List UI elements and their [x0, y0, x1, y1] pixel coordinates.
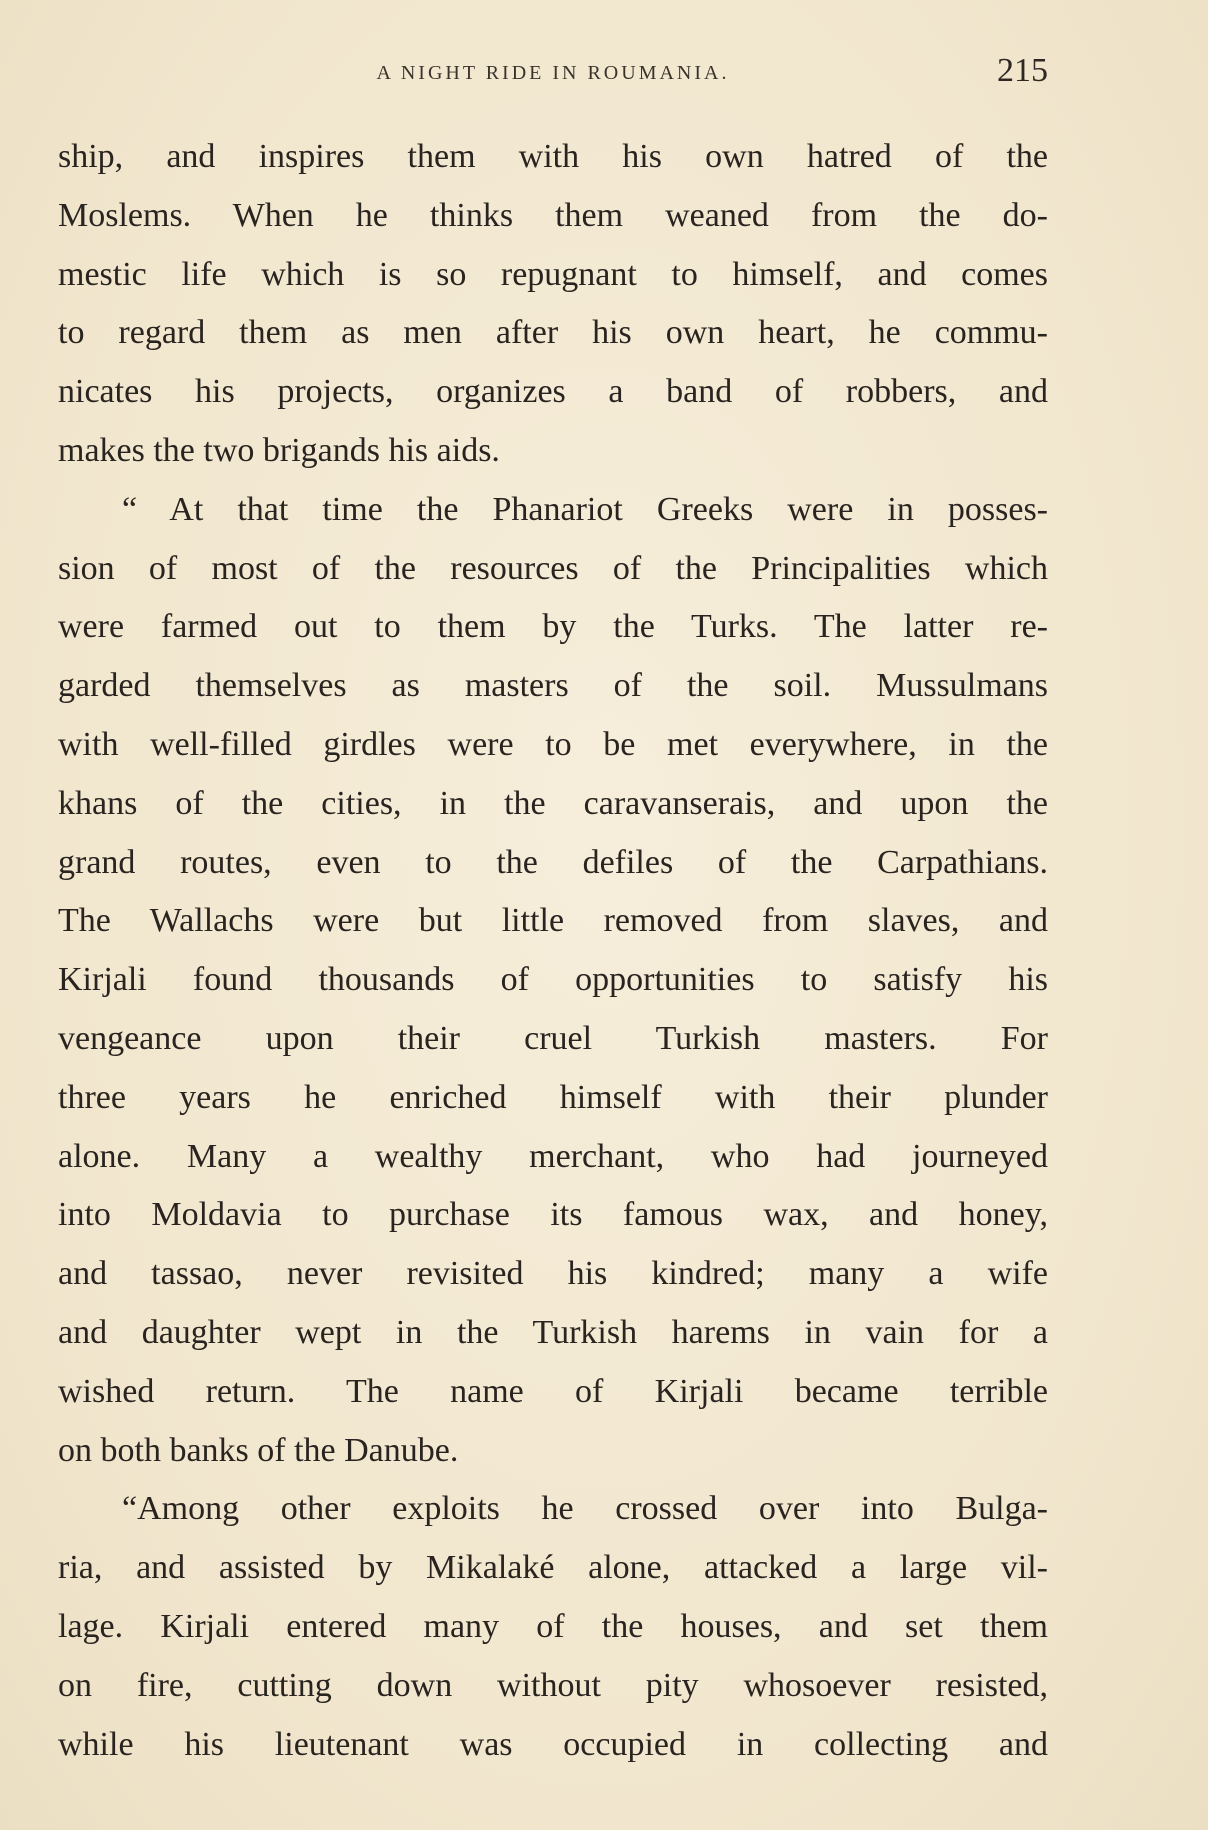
- page-number: 215: [997, 52, 1048, 89]
- text-line: ship, and inspires them with his own hatred of the: [58, 138, 1048, 175]
- text-line: “ At that time the Phanariot Greeks were in posses-: [122, 490, 1048, 528]
- text-line: lage. Kirjali entered many of the houses, and set them: [58, 1607, 1048, 1645]
- text-line: on fire, cutting down without pity whosoever resisted,: [58, 1666, 1048, 1704]
- text-line: mestic life which is so repugnant to himself, and comes: [58, 255, 1048, 293]
- text-line: and daughter wept in the Turkish harems in vain for a: [58, 1313, 1048, 1351]
- running-title: A NIGHT RIDE IN ROUMANIA.: [376, 62, 730, 84]
- text-line: khans of the cities, in the caravanserais, and upon the: [58, 784, 1048, 822]
- text-line: Kirjali found thousands of opportunities to satisfy his: [58, 961, 1048, 999]
- text-line: “Among other exploits he crossed over into Bulga-: [122, 1490, 1048, 1528]
- text-line: with well-filled girdles were to be met everywhere, in the: [58, 725, 1048, 763]
- text-line: into Moldavia to purchase its famous wax, and honey,: [58, 1196, 1048, 1234]
- text-line: garded themselves as masters of the soil. Mussulmans: [58, 667, 1048, 705]
- text-line: alone. Many a wealthy merchant, who had journeyed: [58, 1137, 1048, 1175]
- text-line: vengeance upon their cruel Turkish masters. For: [58, 1019, 1048, 1057]
- text-line: makes the two brigands his aids.: [58, 431, 500, 469]
- text-line: grand routes, even to the defiles of the Carpathians.: [58, 843, 1048, 881]
- body-text: [58, 128, 1048, 1774]
- text-line: to regard them as men after his own heart, he commu-: [58, 314, 1048, 352]
- text-line: ria, and assisted by Mikalaké alone, attacked a large vil-: [58, 1549, 1048, 1587]
- text-line: while his lieutenant was occupied in collecting and: [58, 1725, 1048, 1763]
- text-line: on both banks of the Danube.: [58, 1431, 459, 1469]
- text-line: Moslems. When he thinks them weaned from the do-: [58, 196, 1048, 234]
- text-line: wished return. The name of Kirjali became terrible: [58, 1372, 1048, 1410]
- text-line: were farmed out to them by the Turks. The latter re-: [58, 608, 1048, 646]
- running-head: [58, 48, 1048, 98]
- text-line: sion of most of the resources of the Principalities which: [58, 549, 1048, 587]
- text-line: nicates his projects, organizes a band of robbers, and: [58, 373, 1048, 411]
- text-line: and tassao, never revisited his kindred; many a wife: [58, 1255, 1048, 1293]
- text-line: The Wallachs were but little removed from slaves, and: [58, 902, 1048, 940]
- text-line: three years he enriched himself with their plunder: [58, 1078, 1048, 1116]
